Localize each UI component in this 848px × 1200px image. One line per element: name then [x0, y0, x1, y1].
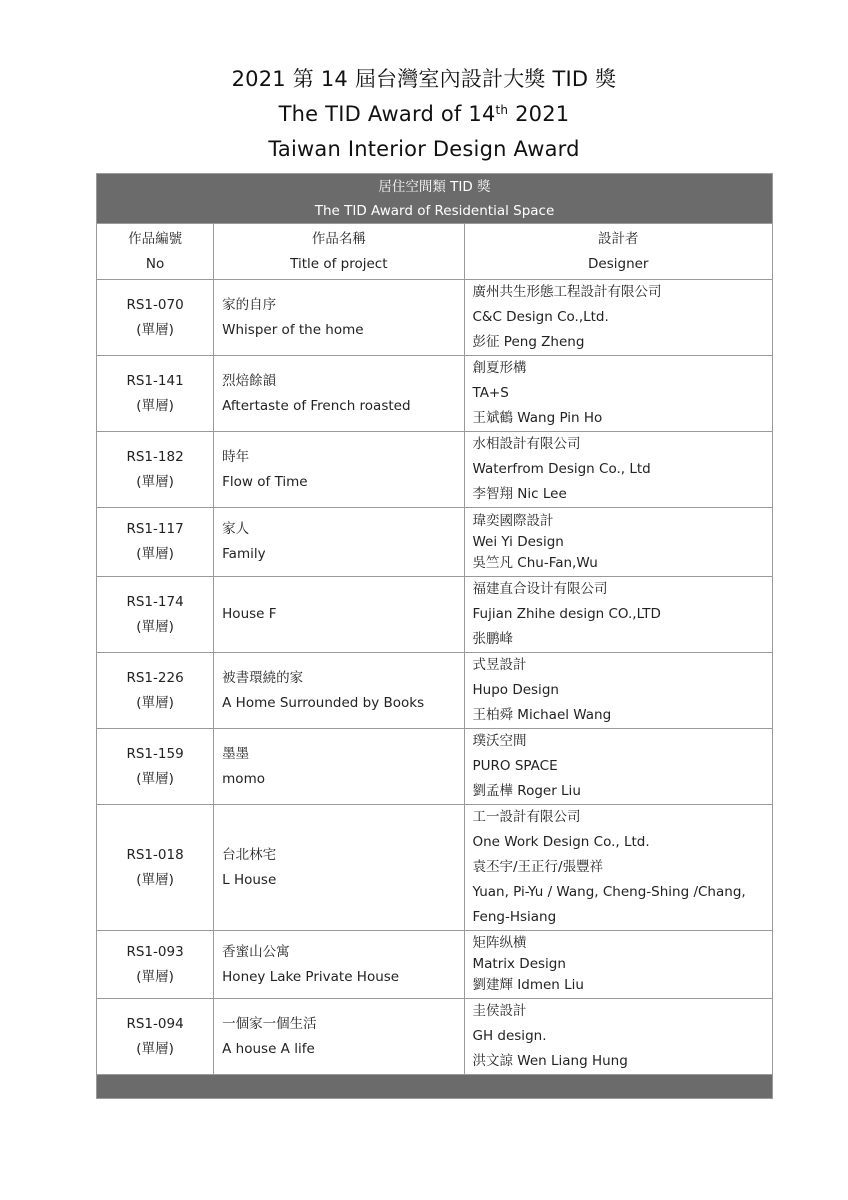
entry-title-cell	[214, 508, 464, 577]
designer-line: 吳竺凡 Chu-Fan,Wu	[472, 554, 598, 571]
entry-designer-cell	[464, 931, 773, 999]
entry-title-zh: 家人	[222, 521, 250, 537]
entry-no-cell	[97, 280, 214, 356]
entry-title-cell	[214, 999, 464, 1075]
table-row	[97, 508, 773, 577]
entry-type: (單層)	[136, 694, 174, 711]
entry-designer-cell	[464, 805, 773, 931]
designer-line: 圭侯設計	[472, 1003, 527, 1019]
entry-no: RS1-070	[126, 296, 184, 313]
title-line-1: 2021 第 14 屆台灣室內設計大獎 TID 獎	[231, 67, 617, 91]
header-title-zh: 作品名稱	[311, 230, 366, 247]
entry-designer-cell	[464, 508, 773, 577]
entry-designer-cell	[464, 356, 773, 432]
entry-type: (單層)	[136, 473, 174, 490]
entry-title-en: Honey Lake Private House	[222, 968, 400, 985]
table-row	[97, 577, 773, 653]
designer-line: 瑋奕國際設計	[472, 512, 554, 529]
designer-line: 劉孟樺 Roger Liu	[472, 783, 581, 799]
entry-title-cell	[214, 805, 464, 931]
designer-line: 工一設計有限公司	[472, 809, 581, 825]
table-row	[97, 729, 773, 805]
entry-title-zh: 墨墨	[222, 745, 250, 762]
entry-type: (單層)	[136, 871, 174, 888]
entry-no: RS1-174	[126, 593, 184, 610]
entry-designer-cell	[464, 999, 773, 1075]
designer-line: C&C Design Co.,Ltd.	[472, 309, 609, 325]
entry-title-zh: 時年	[222, 448, 250, 465]
entry-designer-cell	[464, 280, 773, 356]
entry-title-zh: 烈焙餘韻	[222, 372, 277, 389]
entry-designer-cell	[464, 577, 773, 653]
designer-line: 张鹏峰	[472, 631, 513, 647]
entry-no-cell	[97, 931, 214, 999]
designer-line: Yuan, Pi-Yu / Wang, Cheng-Shing /Chang, Feng-Hsiang	[472, 884, 746, 925]
designer-line: One Work Design Co., Ltd.	[472, 834, 650, 850]
entry-title-en: A Home Surrounded by Books	[222, 694, 425, 711]
designer-line: Wei Yi Design	[472, 533, 564, 550]
designer-line: Hupo Design	[472, 682, 559, 698]
entry-title-en: Flow of Time	[222, 473, 308, 490]
entry-no-cell	[97, 729, 214, 805]
entry-type: (單層)	[136, 1040, 174, 1057]
entry-title-cell	[214, 577, 464, 653]
entry-no-cell	[97, 356, 214, 432]
header-no-en: No	[145, 255, 165, 272]
entry-type: (單層)	[136, 770, 174, 787]
entry-designer-cell	[464, 432, 773, 508]
entry-no: RS1-094	[126, 1015, 184, 1032]
entry-title-en: L House	[222, 871, 277, 888]
entry-title-cell	[214, 931, 464, 999]
entry-no-cell	[97, 432, 214, 508]
category-zh: 居住空間類 TID 獎	[378, 178, 491, 195]
designer-line: 劉建輝 Idmen Liu	[472, 977, 584, 993]
header-designer	[464, 224, 773, 280]
entry-title-zh: 香蜜山公寓	[222, 943, 290, 960]
entry-title-en: A house A life	[222, 1040, 315, 1057]
entry-no: RS1-182	[126, 448, 184, 465]
entry-designer-cell	[464, 729, 773, 805]
title-line-2-sup: th	[495, 103, 509, 117]
entry-no-cell	[97, 653, 214, 729]
entry-title-zh: 家的自序	[222, 296, 277, 313]
award-table	[96, 173, 773, 1099]
designer-line: 璞沃空間	[472, 733, 527, 749]
title-line-3: Taiwan Interior Design Award	[268, 137, 580, 161]
header-designer-en: Designer	[588, 255, 649, 272]
entry-no: RS1-226	[126, 669, 184, 686]
entry-title-en: House F	[222, 606, 277, 622]
designer-line: GH design.	[472, 1028, 547, 1044]
footer-band-row	[97, 1075, 773, 1099]
entry-title-zh: 一個家一個生活	[222, 1015, 317, 1032]
entry-title-cell	[214, 653, 464, 729]
designer-line: 洪文諒 Wen Liang Hung	[472, 1053, 628, 1069]
header-title	[214, 224, 464, 280]
title-line-2	[0, 97, 848, 132]
table-row	[97, 931, 773, 999]
category-en: The TID Award of Residential Space	[314, 202, 555, 219]
entry-type: (單層)	[136, 397, 174, 414]
entry-title-cell	[214, 432, 464, 508]
entry-no: RS1-093	[126, 943, 184, 960]
header-no-zh: 作品編號	[128, 230, 183, 247]
designer-line: 王斌鶴 Wang Pin Ho	[472, 410, 603, 426]
title-line-2-prefix: The TID Award of 14	[278, 102, 496, 126]
designer-line: 矩阵纵横	[472, 935, 527, 951]
designer-line: 廣州共生形態工程設計有限公司	[472, 284, 662, 300]
designer-line: Matrix Design	[472, 956, 566, 972]
entry-no: RS1-141	[126, 372, 184, 389]
entry-no-cell	[97, 999, 214, 1075]
entry-title-zh: 被書環繞的家	[222, 669, 304, 686]
title-line-2-suffix: 2021	[508, 102, 570, 126]
designer-line: 李智翔 Nic Lee	[472, 486, 567, 502]
entry-title-en: Aftertaste of French roasted	[222, 397, 411, 414]
entry-title-en: Family	[222, 546, 266, 562]
designer-line: 王柏舜 Michael Wang	[472, 707, 612, 723]
entry-no-cell	[97, 508, 214, 577]
table-row	[97, 653, 773, 729]
footer-band	[97, 1075, 773, 1099]
entry-no: RS1-018	[126, 846, 184, 863]
table-row	[97, 432, 773, 508]
designer-line: 式昱設計	[472, 657, 527, 673]
entry-title-en: Whisper of the home	[222, 321, 364, 338]
table-row	[97, 805, 773, 931]
entry-type: (單層)	[136, 321, 174, 338]
category-band-row	[97, 174, 773, 224]
entry-type: (單層)	[136, 618, 174, 635]
designer-line: 袁丕宇/王正行/張豐祥	[472, 859, 604, 875]
category-band	[97, 174, 773, 224]
entry-no-cell	[97, 577, 214, 653]
entry-no: RS1-159	[126, 745, 184, 762]
entry-no: RS1-117	[126, 521, 184, 537]
designer-line: Waterfrom Design Co., Ltd	[472, 461, 651, 477]
table-row	[97, 356, 773, 432]
table-row	[97, 999, 773, 1075]
header-no	[97, 224, 214, 280]
entry-designer-cell	[464, 653, 773, 729]
designer-line: Fujian Zhihe design CO.,LTD	[472, 606, 661, 622]
header-designer-zh: 設計者	[598, 230, 639, 247]
entry-title-en: momo	[222, 770, 265, 787]
designer-line: PURO SPACE	[472, 758, 558, 774]
header-row	[97, 224, 773, 280]
designer-line: 彭征 Peng Zheng	[472, 334, 585, 350]
entry-type: (單層)	[136, 546, 174, 562]
designer-line: TA+S	[472, 385, 509, 401]
entry-title-cell	[214, 729, 464, 805]
designer-line: 福建直合设计有限公司	[472, 581, 608, 597]
entry-no-cell	[97, 805, 214, 931]
entry-title-cell	[214, 356, 464, 432]
designer-line: 水相設計有限公司	[472, 436, 581, 452]
designer-line: 創夏形構	[472, 360, 527, 376]
table-row	[97, 280, 773, 356]
entry-title-zh: 台北林宅	[222, 846, 277, 863]
entry-title-cell	[214, 280, 464, 356]
document-title	[0, 62, 848, 167]
entry-type: (單層)	[136, 968, 174, 985]
header-title-en: Title of project	[290, 255, 388, 272]
